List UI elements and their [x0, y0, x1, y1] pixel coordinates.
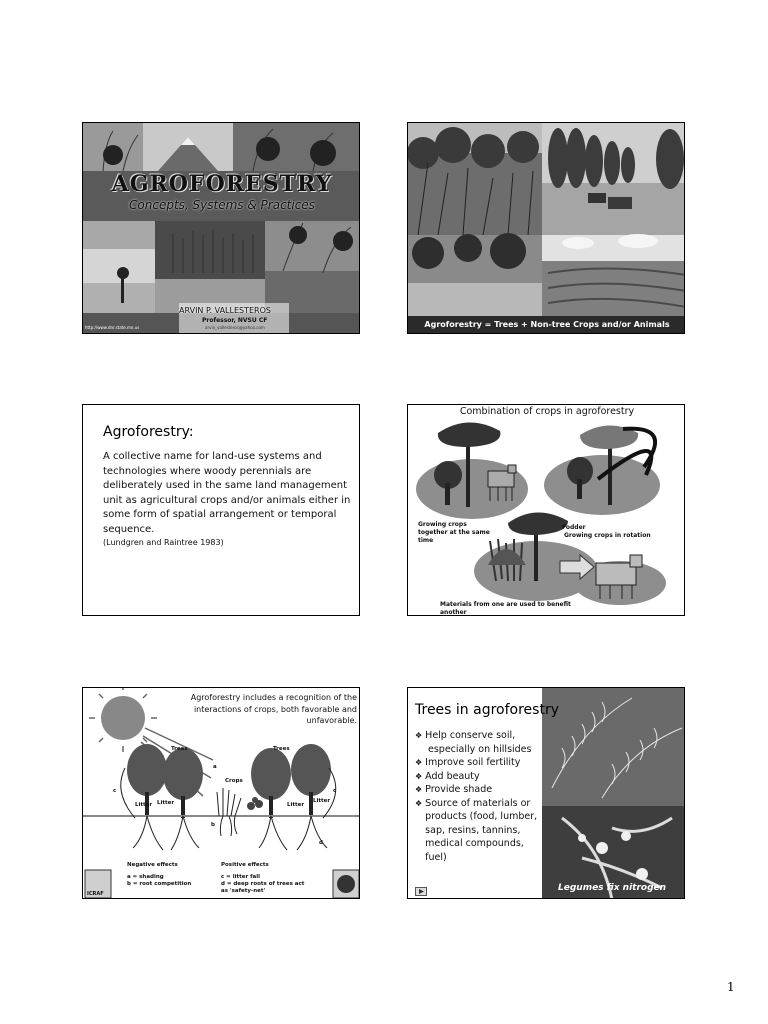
list-item: ❖ Source of materials or products (food, lumber, sap, resins, tannins, medical compounds, fuel)	[415, 797, 538, 863]
label-litter: Litter	[313, 798, 331, 804]
label-crops: Crops	[225, 778, 243, 784]
label-fodder: Fodder	[562, 524, 586, 531]
icraf-logo-text: ICRAF	[87, 891, 104, 897]
author-email: arvin_vallesteros@yahoo.com	[205, 325, 265, 330]
list-item: especially on hillsides	[428, 743, 532, 755]
label-b: b	[211, 822, 215, 828]
slide-trees-in-agroforestry	[407, 687, 685, 899]
interaction-description: Agroforestry includes a recognition of the interactions of crops, both favorable and unfavorable.	[190, 693, 357, 725]
definition-text: A collective name for land-use systems and technologies where woody perennials are deliberately used in the same land management unit as agricultural crops and/or animals either in some form of spatial arrangement or temporal sequence.	[103, 451, 351, 535]
label-a: a	[213, 764, 217, 770]
label-trees-left: Trees	[171, 746, 188, 752]
label-litter: Litter	[287, 802, 305, 808]
bullet-icon: ❖	[415, 731, 423, 740]
source-url: http://www.dnr.state.mn.us	[85, 325, 140, 330]
positive-effect-d: d = deep roots of trees act as 'safety-net'	[221, 881, 305, 894]
slide-definition-collage	[407, 122, 685, 334]
crop-combination-diagram	[408, 405, 685, 616]
agroforestry-photo-collage	[408, 123, 685, 334]
label-c: c	[113, 788, 117, 794]
label-rotation: Growing crops in rotation	[564, 532, 651, 539]
slide-agroforestry-definition	[82, 404, 360, 616]
bullet-icon: ❖	[415, 771, 423, 781]
slide-heading: Trees in agroforestry	[415, 702, 559, 718]
presentation-subtitle: Concepts, Systems & Practices	[129, 198, 315, 212]
label-c: c	[333, 788, 337, 794]
title-collage	[83, 123, 360, 334]
bullet-icon: ❖	[415, 758, 423, 767]
list-item: ❖ Help conserve soil,	[415, 730, 516, 741]
label-d: d	[319, 840, 323, 846]
photo-caption: Legumes fix nitrogen	[558, 883, 667, 893]
negative-effect-a: a = shading	[127, 874, 164, 880]
benefits-list	[415, 729, 550, 864]
label-benefit: Materials from one are used to benefit another	[440, 601, 571, 616]
presentation-title: AGROFORESTRY	[111, 171, 333, 197]
bullet-icon: ❖	[415, 798, 423, 808]
slide-heading: Combination of crops in agroforestry	[459, 406, 635, 417]
positive-effects-title: Positive effects	[221, 862, 269, 868]
bullet-icon: ❖	[415, 785, 423, 794]
slide-title	[82, 122, 360, 334]
author-name: ARVIN P. VALLESTEROS	[179, 306, 271, 315]
slide-crop-interactions	[82, 687, 360, 899]
label-trees-right: Trees	[273, 746, 290, 752]
page-number: 1	[727, 980, 735, 994]
author-affiliation: Professor, NVSU CF	[202, 317, 268, 324]
slide-crop-combinations	[407, 404, 685, 616]
list-item: ❖ Add beauty	[415, 770, 480, 782]
definition-caption: Agroforestry = Trees + Non-tree Crops and/or Animals	[408, 316, 685, 333]
negative-effects-title: Negative effects	[127, 862, 178, 868]
citation: (Lundgren and Raintree 1983)	[103, 538, 224, 547]
label-litter: Litter	[135, 802, 153, 808]
negative-effect-b: b = root competition	[127, 881, 192, 887]
slide-heading: Agroforestry:	[103, 424, 194, 440]
list-item: ❖ Provide shade	[415, 784, 493, 795]
play-icon[interactable]	[415, 887, 427, 896]
positive-effect-c: c = litter fall	[221, 874, 260, 880]
list-item: ❖ Improve soil fertility	[415, 757, 521, 768]
label-litter: Litter	[157, 800, 175, 806]
label-together: Growing crops together at the same time	[418, 521, 490, 544]
legume-photo	[542, 688, 685, 899]
